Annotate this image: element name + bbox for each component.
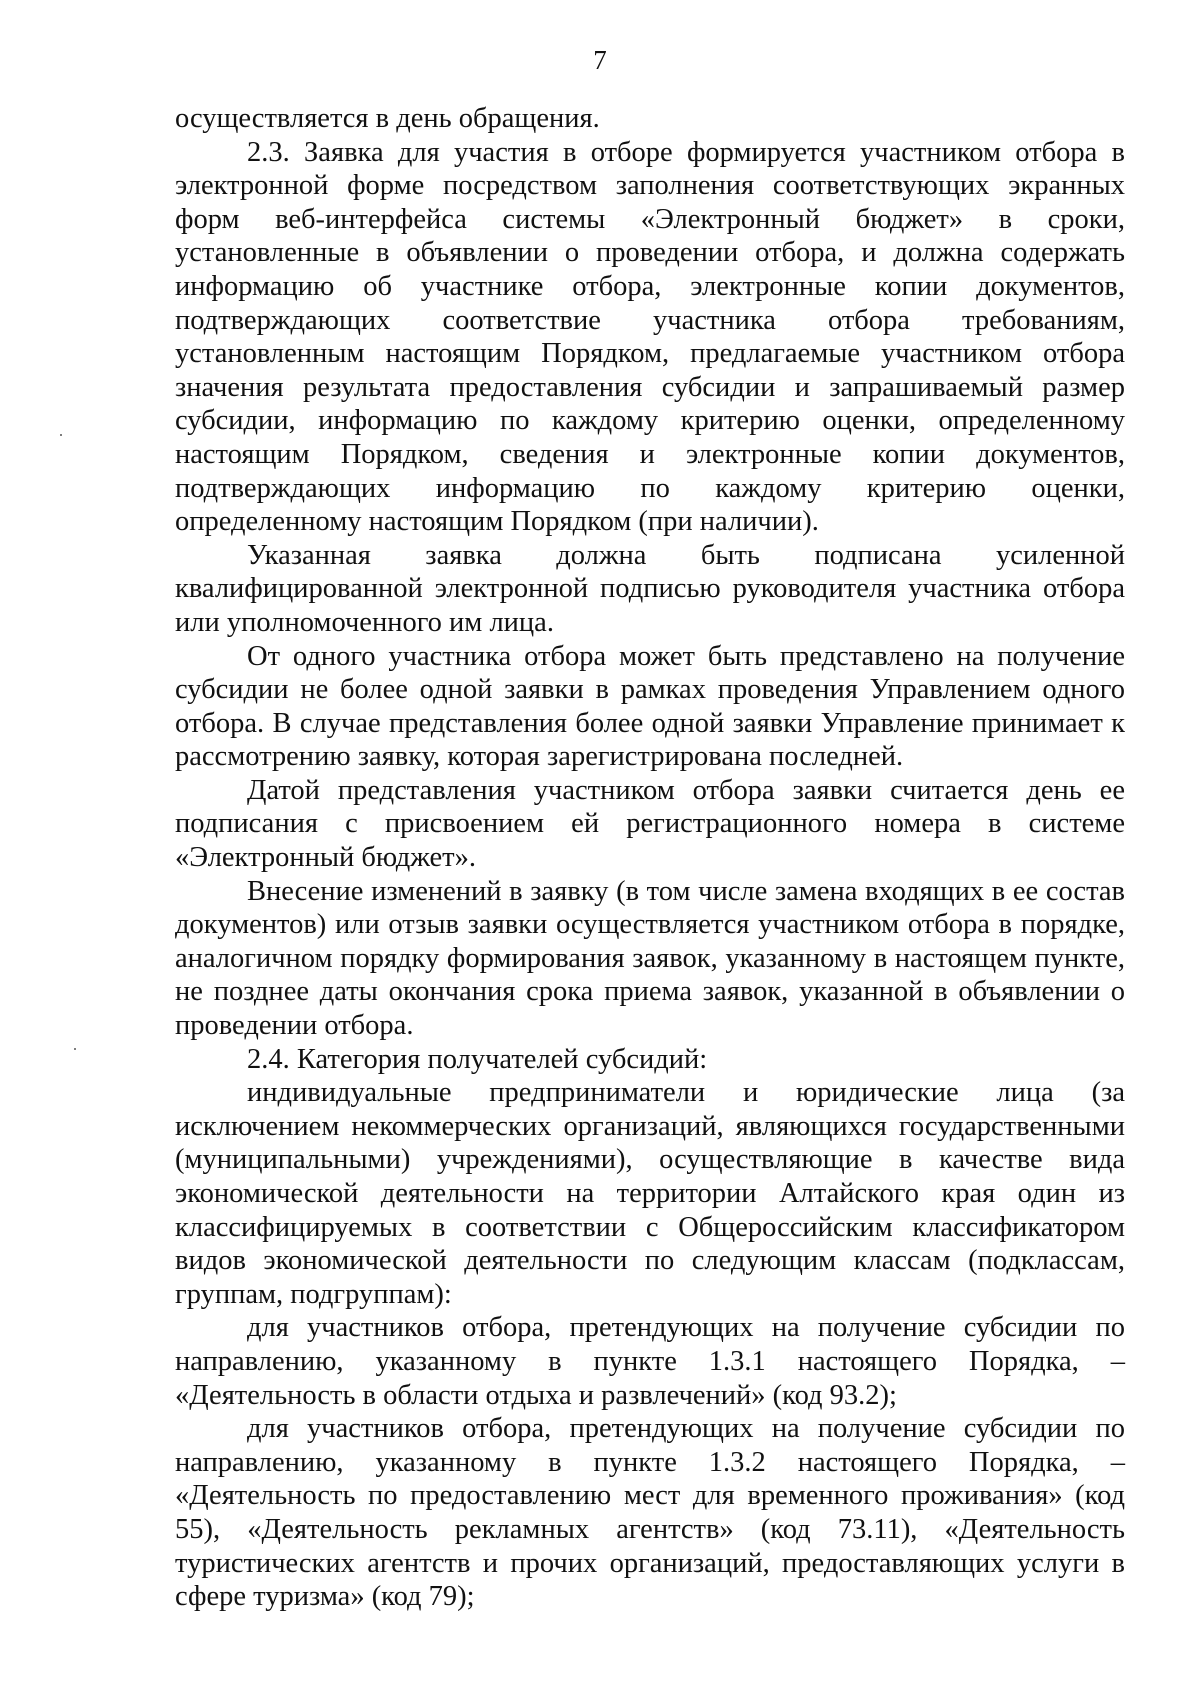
paragraph-changes: Внесение изменений в заявку (в том числе замена входящих в ее состав документов) или отзыв заявки осуществляется участником отбора в порядке, аналогичном порядку формирования заявок, указанному в настоящем пункте, не позднее даты окончания срока приема заявок, указанной в объявлении о проведении отбора. (175, 875, 1125, 1042)
paragraph-signature: Указанная заявка должна быть подписана усиленной квалифицированной электронной подписью руководителя участника отбора или уполномоченного им лица. (175, 539, 1125, 638)
paragraph-continuation: осуществляется в день обращения. (175, 103, 600, 134)
paragraph-submission-date: Датой представления участником отбора заявки считается день ее подписания с присвоением ей регистрационного номера в системе «Электронный бюджет». (175, 774, 1125, 874)
paragraph-single-application: От одного участника отбора может быть представлено на получение субсидии не более одной заявки в рамках проведения Управлением одного отбора. В случае представления более одной заявки Управление принимает к рассмотрению заявку, которая зарегистрирована последней. (175, 640, 1125, 773)
scan-speck (60, 434, 62, 436)
paragraph-direction-1-3-1: для участников отбора, претендующих на получение субсидии по направлению, указанному в пункте 1.3.1 настоящего Порядка, – «Деятельность в области отдыха и развлечений» (код 93.2); (175, 1312, 1125, 1411)
paragraph-2-3: 2.3. Заявка для участия в отборе формируется участником отбора в электронной форме посредством заполнения соответствующих экранных форм веб-интерфейса системы «Электронный бюджет» в сроки, установленные в объявлении о проведении отбора, и должна содержать информацию об участнике отбора, электронные копии документов, подтверждающих соответствие участника отбора требованиям, установленным настоящим Порядком, предлагаемые участником отбора значения результата предоставления субсидии и запрашиваемый размер субсидии, информацию по каждому критерию оценки, определенному настоящим Порядком, сведения и электронные копии документов, подтверждающих информацию по каждому критерию оценки, определенному настоящим Порядком (при наличии). (175, 136, 1125, 538)
paragraph-direction-1-3-2: для участников отбора, претендующих на получение субсидии по направлению, указанному в пункте 1.3.2 настоящего Порядка, – «Деятельность по предоставлению мест для временного проживания» (код 55), «Деятельность рекламных агентств» (код 73.11), «Деятельность туристических агентств и прочих организаций, предоставляющих услуги в сфере туризма» (код 79); (175, 1413, 1125, 1613)
page-number: 7 (593, 45, 607, 75)
paragraph-2-4-heading: 2.4. Категория получателей субсидий: (247, 1043, 708, 1075)
paragraph-recipients: индивидуальные предприниматели и юридические лица (за исключением некоммерческих организаций, являющихся государственными (муниципальными) учреждениями), осуществляющие в качестве вида экономической деятельности на территории Алтайского края один из классифицируемых в соответствии с Общероссийским классификатором видов экономической деятельности по следующим классам (подклассам, группам, подгруппам): (175, 1077, 1125, 1310)
document-body (175, 102, 1125, 1614)
scan-speck (74, 1048, 76, 1050)
